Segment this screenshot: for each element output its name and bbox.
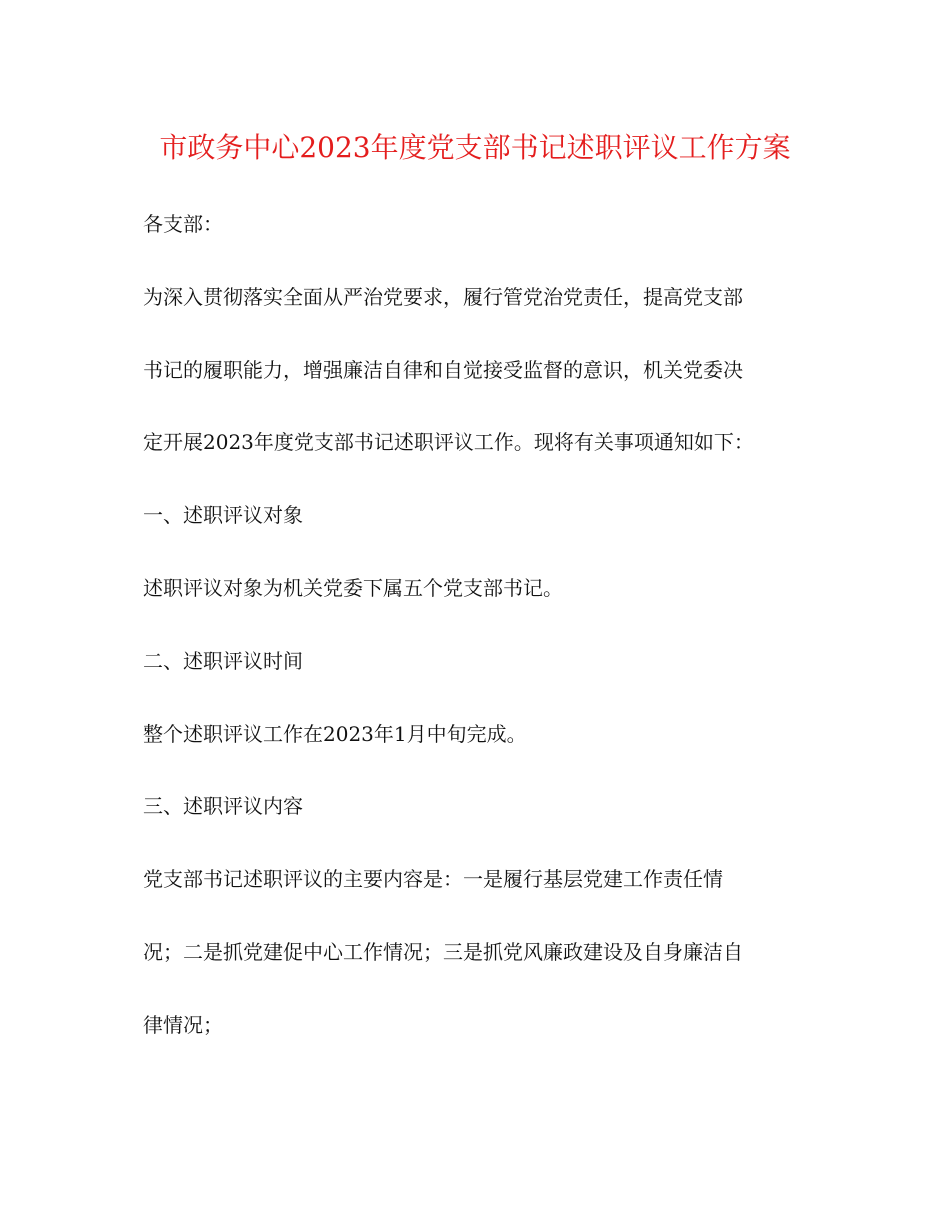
section-text: 况；二是抓党建促中心工作情况；三是抓党风廉政建设及自身廉洁自 — [143, 939, 743, 964]
section-text: 整个述职评议工作在2023年1月中旬完成。 — [143, 721, 527, 746]
salutation: 各支部： — [143, 212, 223, 236]
section-heading-time: 二、述职评议时间 — [143, 648, 303, 673]
intro-line: 定开展2023年度党支部书记述职评议工作。现将有关事项通知如下： — [143, 430, 754, 455]
document-title: 市政务中心2023年度党支部书记述职评议工作方案 — [159, 131, 791, 164]
section-heading-content: 三、述职评议内容 — [143, 794, 303, 819]
section-text: 党支部书记述职评议的主要内容是：一是履行基层党建工作责任情 — [143, 867, 723, 892]
intro-line: 书记的履职能力，增强廉洁自律和自觉接受监督的意识，机关党委决 — [143, 357, 743, 382]
intro-line: 为深入贯彻落实全面从严治党要求，履行管党治党责任，提高党支部 — [143, 284, 743, 309]
document-body — [143, 212, 807, 1086]
section-text: 律情况； — [143, 1012, 223, 1037]
section-text: 述职评议对象为机关党委下属五个党支部书记。 — [143, 575, 563, 600]
section-heading-targets: 一、述职评议对象 — [143, 503, 303, 528]
